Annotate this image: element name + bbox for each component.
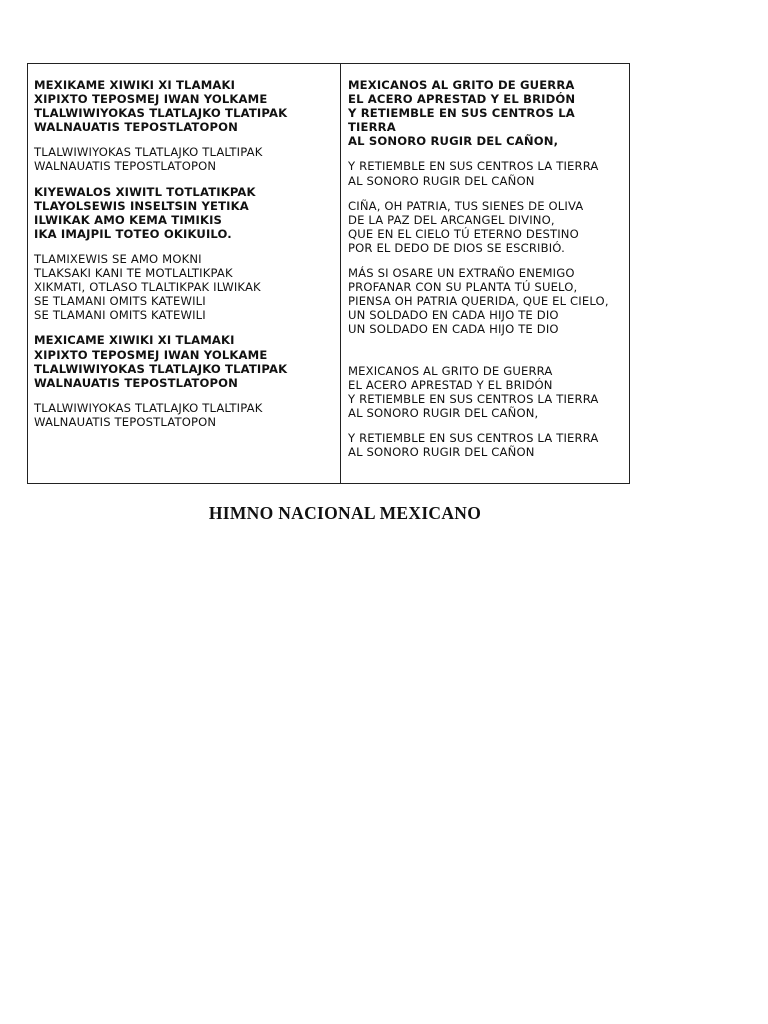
lyric-line: IKA IMAJPIL TOTEO OKIKUILO. <box>34 226 232 241</box>
lyric-line: TLALWIWIYOKAS TLATLAJKO TLATIPAK <box>34 106 288 121</box>
lyric-line: EL ACERO APRESTAD Y EL BRIDÓN <box>348 92 576 107</box>
lyric-line: TLALWIWIYOKAS TLATLAJKO TLALTIPAK <box>34 145 263 160</box>
lyric-line: XIKMATI, OTLASO TLALTIKPAK ILWIKAK <box>34 280 261 295</box>
nahuatl-lyrics-column <box>28 64 341 483</box>
lyric-line: KIYEWALOS XIWITL TOTLATIKPAK <box>34 184 256 199</box>
lyric-line: Y RETIEMBLE EN SUS CENTROS LA TIERRA <box>348 430 599 445</box>
lyric-line: WALNAUATIS TEPOSTLATOPON <box>34 159 217 174</box>
lyric-line: XIPIXTO TEPOSMEJ IWAN YOLKAME <box>34 347 268 362</box>
lyric-line: WALNAUATIS TEPOSTLATOPON <box>34 120 239 135</box>
lyric-line: SE TLAMANI OMITS KATEWILI <box>34 308 206 323</box>
stanza <box>34 185 340 241</box>
stanza <box>348 266 629 336</box>
lyric-line: WALNAUATIS TEPOSTLATOPON <box>34 375 239 390</box>
stanza <box>348 78 629 148</box>
stanza <box>348 199 629 255</box>
lyric-line: SE TLAMANI OMITS KATEWILI <box>34 294 206 309</box>
lyric-line: Y RETIEMBLE EN SUS CENTROS LA TIERRA <box>348 159 599 174</box>
spanish-lyrics-column <box>341 64 629 483</box>
lyric-line: EL ACERO APRESTAD Y EL BRIDÓN <box>348 377 553 392</box>
lyric-line: UN SOLDADO EN CADA HIJO TE DIO <box>348 322 559 337</box>
anthem-table <box>27 63 630 484</box>
lyric-line: MEXICAME XIWIKI XI TLAMAKI <box>34 333 235 348</box>
lyric-line: MEXICANOS AL GRITO DE GUERRA <box>348 78 575 92</box>
stanza <box>348 364 629 420</box>
lyric-line: XIPIXTO TEPOSMEJ IWAN YOLKAME <box>34 92 268 107</box>
lyric-line: WALNAUATIS TEPOSTLATOPON <box>34 414 217 429</box>
stanza <box>34 78 340 134</box>
lyric-line: AL SONORO RUGIR DEL CAÑON <box>348 444 535 459</box>
stanza <box>34 401 340 429</box>
lyric-line: DE LA PAZ DEL ARCANGEL DIVINO, <box>348 212 555 227</box>
stanza <box>34 333 340 389</box>
lyric-line: PROFANAR CON SU PLANTA TÚ SUELO, <box>348 280 578 295</box>
lyric-line: MEXICANOS AL GRITO DE GUERRA <box>348 363 553 378</box>
lyric-line: Y RETIEMBLE EN SUS CENTROS LA TIERRA <box>348 106 575 135</box>
lyric-line: MÁS SI OSARE UN EXTRAÑO ENEMIGO <box>348 266 575 281</box>
lyric-line: Y RETIEMBLE EN SUS CENTROS LA TIERRA <box>348 391 599 406</box>
lyric-line: PIENSA OH PATRIA QUERIDA, QUE EL CIELO, <box>348 294 609 309</box>
stanza <box>348 431 629 459</box>
lyric-line: UN SOLDADO EN CADA HIJO TE DIO <box>348 308 559 323</box>
lyric-line: POR EL DEDO DE DIOS SE ESCRIBIÓ. <box>348 240 565 255</box>
lyric-line: ILWIKAK AMO KEMA TIMIKIS <box>34 212 223 227</box>
document-title: HIMNO NACIONAL MEXICANO <box>208 503 482 523</box>
lyric-line: QUE EN EL CIELO TÚ ETERNO DESTINO <box>348 226 579 241</box>
stanza <box>34 145 340 173</box>
lyric-line: MEXIKAME XIWIKI XI TLAMAKI <box>34 78 236 92</box>
lyric-line: CIÑA, OH PATRIA, TUS SIENES DE OLIVA <box>348 198 584 213</box>
lyric-line: TLALWIWIYOKAS TLATLAJKO TLALTIPAK <box>34 400 263 415</box>
lyric-line: TLAYOLSEWIS INSELTSIN YETIKA <box>34 198 249 213</box>
stanza <box>34 252 340 322</box>
stanza <box>348 159 629 187</box>
lyric-line: TLAKSAKI KANI TE MOTLALTIKPAK <box>34 266 233 281</box>
lyric-line: TLALWIWIYOKAS TLATLAJKO TLATIPAK <box>34 361 288 376</box>
lyric-line: AL SONORO RUGIR DEL CAÑON <box>348 173 535 188</box>
lyric-line: AL SONORO RUGIR DEL CAÑON, <box>348 134 559 149</box>
lyric-line: AL SONORO RUGIR DEL CAÑON, <box>348 405 539 420</box>
lyric-line: TLAMIXEWIS SE AMO MOKNI <box>34 251 202 266</box>
